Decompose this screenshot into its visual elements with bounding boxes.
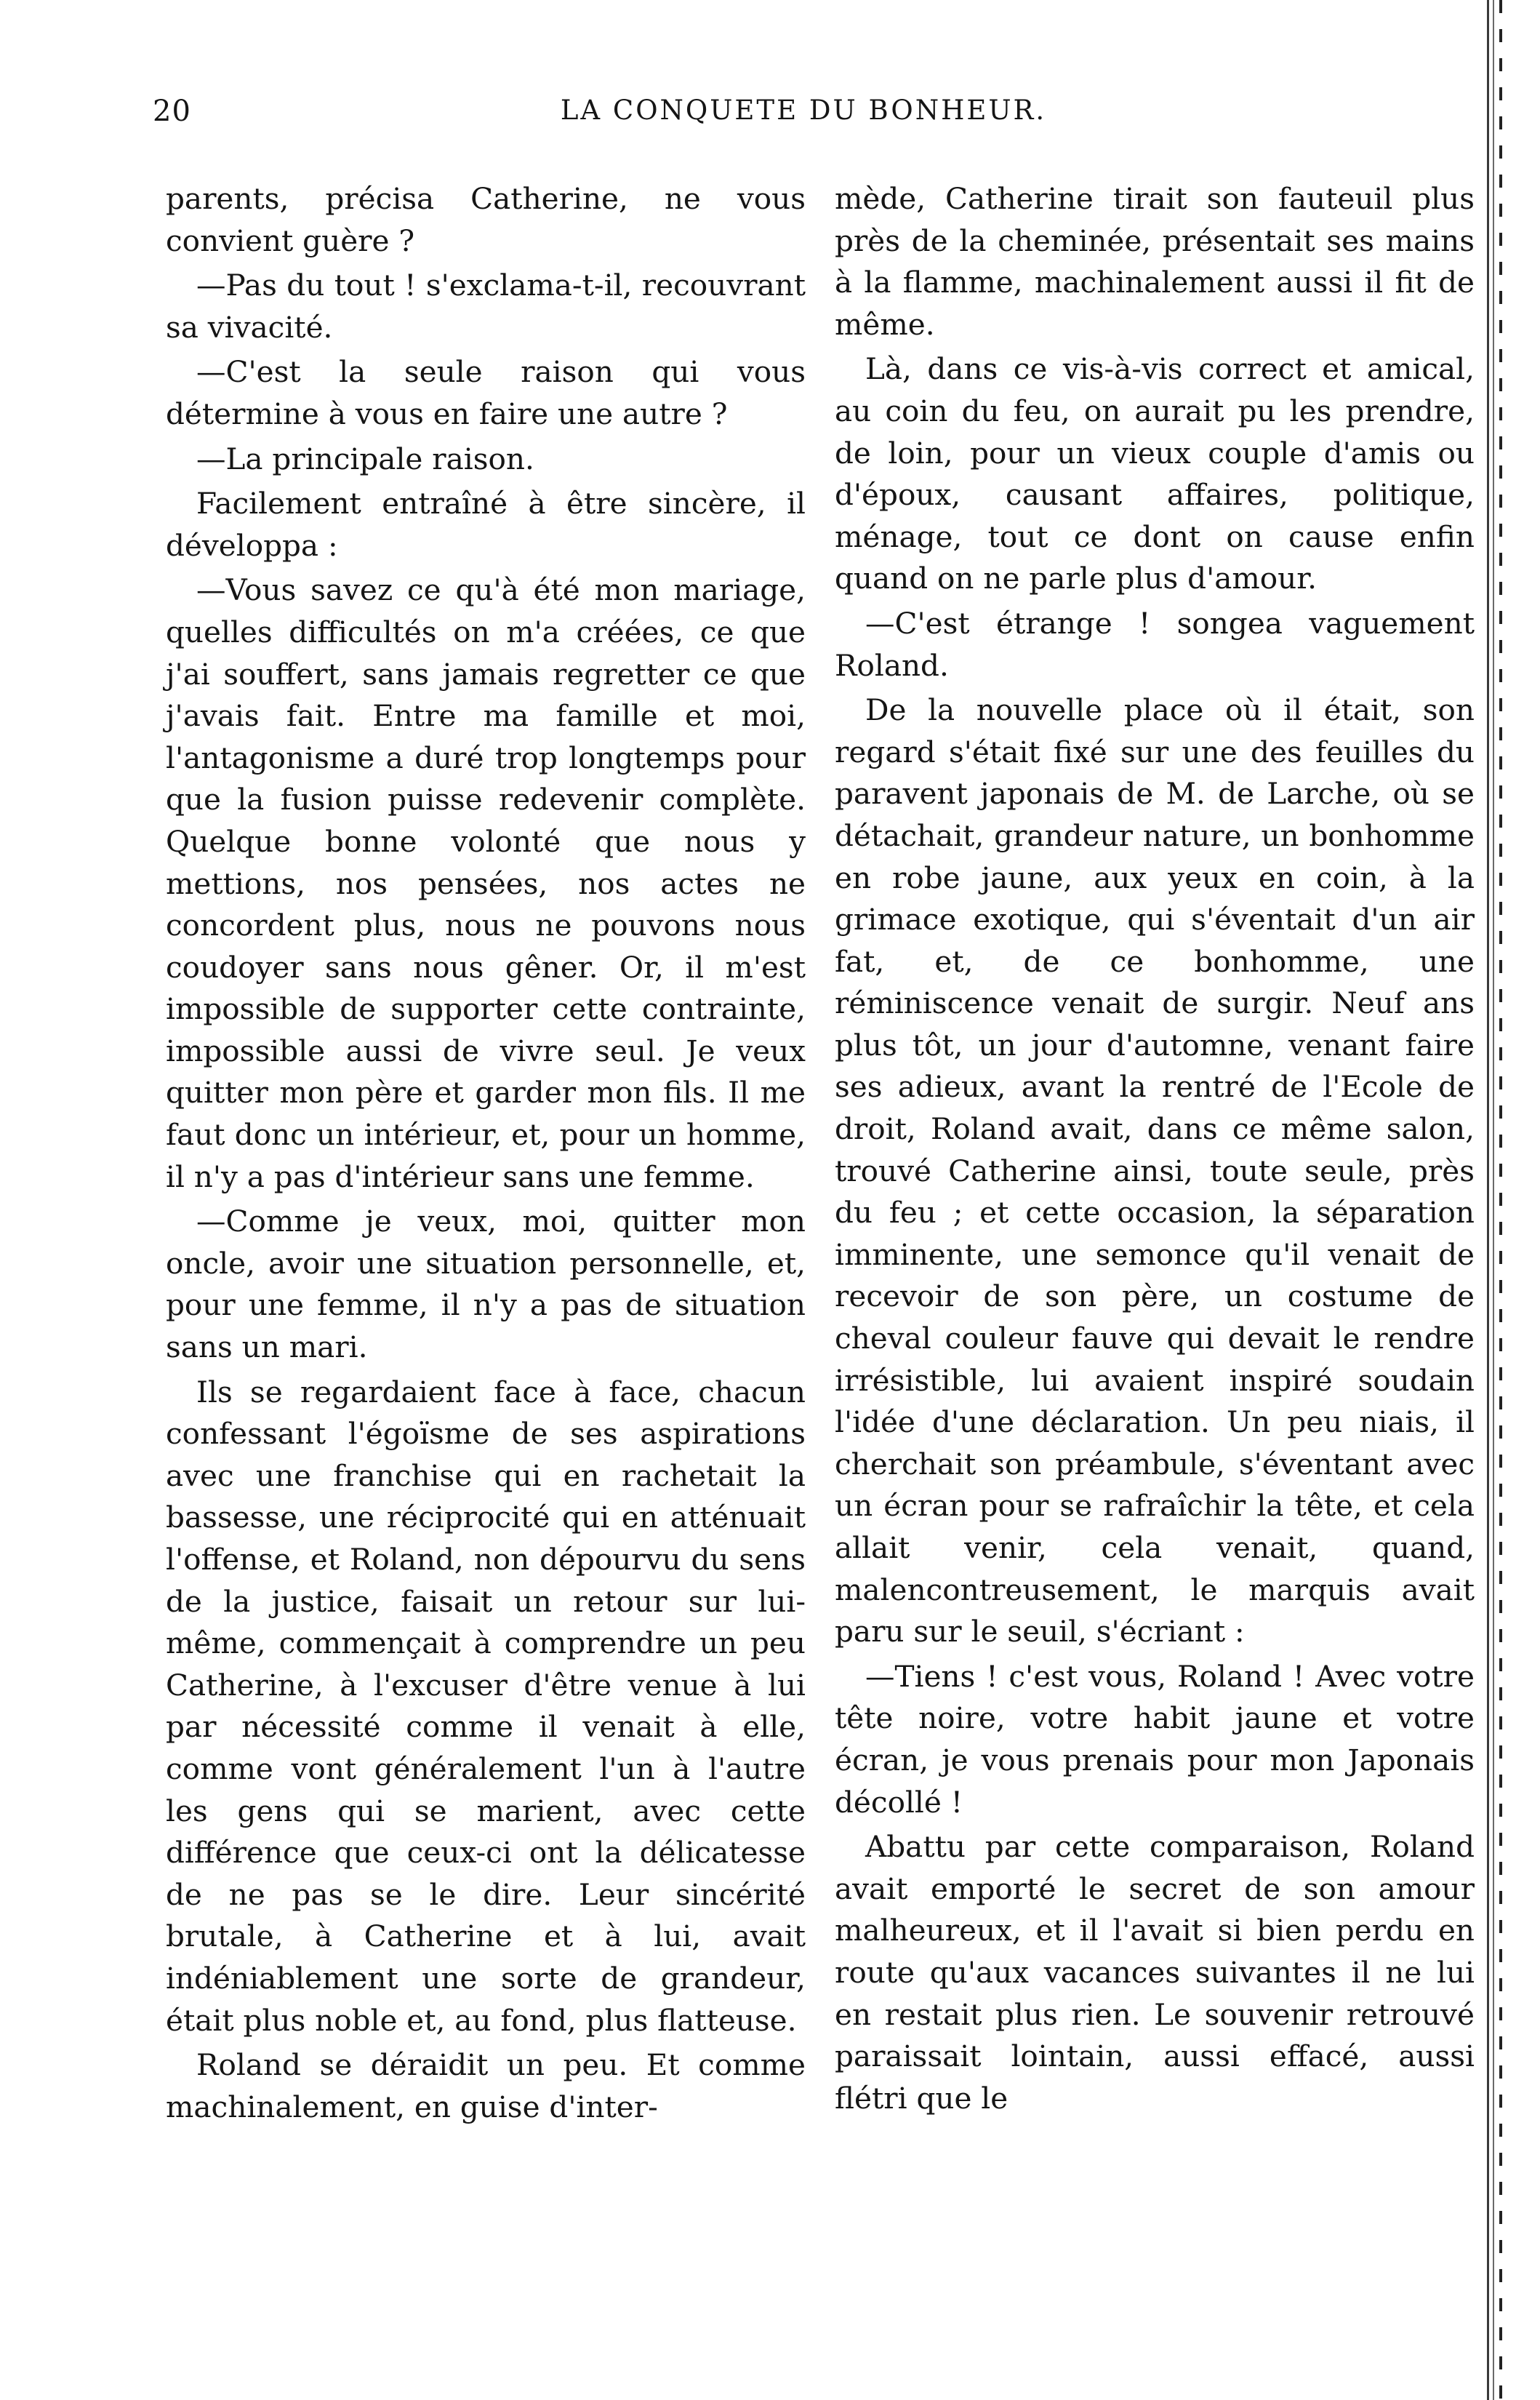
running-title: LA CONQUETE DU BONHEUR.	[560, 95, 1047, 126]
paragraph: —La principale raison.	[196, 441, 534, 476]
paragraph: mède, Catherine tirait son fauteuil plus près de la cheminée, présentait ses mains à la flamme, machinalement aussi il fit de même.	[835, 181, 1475, 342]
paragraph: parents, précisa Catherine, ne vous convient guère ?	[166, 181, 806, 258]
paragraph: —C'est étrange ! songea vaguement Roland.	[835, 605, 1475, 683]
paragraph: —Comme je veux, moi, quitter mon oncle, avoir une situation personnelle, et, pour une femme, il n'y a pas de situation sans un mari.	[166, 1204, 806, 1365]
paragraph: Abattu par cette comparaison, Roland avait emporté le secret de son amour malheureux, et il l'avait si bien perdu en route qu'aux vacances suivantes il ne lui en restait plus rien. Le souvenir retrouvé paraissait lointain, aussi effacé, aussi flétri que le	[835, 1829, 1475, 2116]
left-column	[166, 178, 806, 2131]
paragraph: —Tiens ! c'est vous, Roland ! Avec votre tête noire, votre habit jaune et votre écran, je vous prenais pour mon Japonais décollé !	[835, 1658, 1475, 1820]
page-number: 20	[153, 95, 191, 128]
right-column	[835, 178, 1475, 2122]
paragraph: Roland se déraidit un peu. Et comme machinalement, en guise d'inter-	[166, 2047, 806, 2124]
paragraph: Ils se regardaient face à face, chacun confessant l'égoïsme de ses aspirations avec une franchise qui en rachetait la bassesse, une réciprocité qui en atténuait l'offense, et Roland, non dépourvu du sens de la justice, faisait un retour sur lui-même, commençait à comprendre un peu Catherine, à l'excuser d'être venue à lui par nécessité comme il venait à elle, comme vont généralement l'un à l'autre les gens qui se marient, avec cette différence que ceux-ci ont la délicatesse de ne pas se le dire. Leur sincérité brutale, à Catherine et à lui, avait indéniablement une sorte de grandeur, était plus noble et, au fond, plus flatteuse.	[166, 1374, 806, 2038]
paragraph: Là, dans ce vis-à-vis correct et amical, au coin du feu, on aurait pu les prendre, de loin, pour un vieux couple d'amis ou d'époux, causant affaires, politique, ménage, tout ce dont on cause enfin quand on ne parle plus d'amour.	[835, 351, 1475, 596]
paragraph: —Vous savez ce qu'à été mon mariage, quelles difficultés on m'a créées, ce que j'ai souffert, sans jamais regretter ce que j'avais fait. Entre ma famille et moi, l'antagonisme a duré trop longtemps pour que la fusion puisse redevenir complète. Quelque bonne volonté que nous y mettions, nos pensées, nos actes ne concordent plus, nous ne pouvons nous coudoyer sans nous gêner. Or, il m'est impossible de supporter cette contrainte, impossible aussi de vivre seul. Je veux quitter mon père et garder mon fils. Il me faut donc un intérieur, et, pour un homme, il n'y a pas d'intérieur sans une femme.	[166, 572, 806, 1194]
paragraph: —C'est la seule raison qui vous détermine à vous en faire une autre ?	[166, 354, 806, 431]
paragraph: —Pas du tout ! s'exclama-t-il, recouvrant sa vivacité.	[166, 268, 806, 345]
paragraph: De la nouvelle place où il était, son regard s'était fixé sur une des feuilles du paravent japonais de M. de Larche, où se détachait, grandeur nature, un bonhomme en robe jaune, aux yeux en coin, à la grimace exotique, qui s'éventait d'un air fat, et, de ce bonhomme, une réminiscence venait de surgir. Neuf ans plus tôt, un jour d'automne, venant faire ses adieux, avant la rentré de l'Ecole de droit, Roland avait, dans ce même salon, trouvé Catherine ainsi, toute seule, près du feu ; et cette occasion, la séparation imminente, une semonce qu'il venait de recevoir de son père, un costume de cheval couleur fauve qui devait le rendre irrésistible, lui avaient inspiré soudain l'idée d'une déclaration. Un peu niais, il cherchait son préambule, s'éventant avec un écran pour se rafraîchir la tête, et cela allait venir, cela venait, quand, malencontreusement, le marquis avait paru sur le seuil, s'écriant :	[835, 692, 1475, 1649]
paragraph: Facilement entraîné à être sincère, il développa :	[166, 486, 806, 563]
binding-edge	[1487, 0, 1494, 2400]
page-header	[153, 95, 1454, 138]
